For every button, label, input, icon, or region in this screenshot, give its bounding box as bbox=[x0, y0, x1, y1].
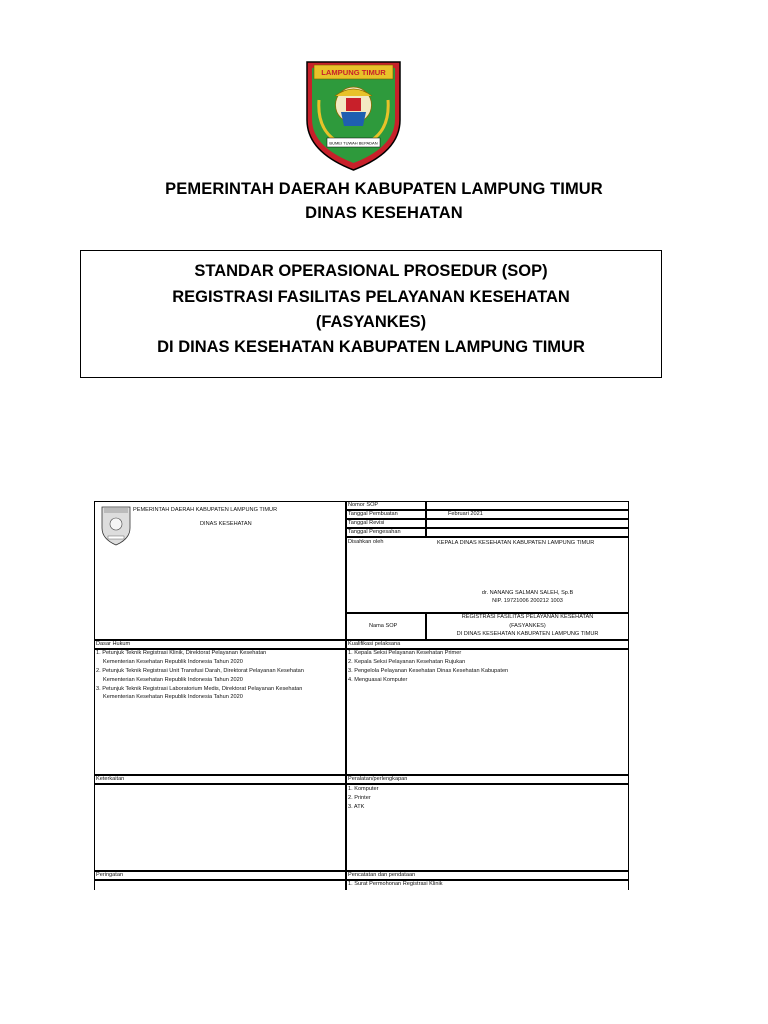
tgl-pembuatan-value: Februari 2021 bbox=[448, 511, 483, 517]
sop-title-line-2: REGISTRASI FASILITAS PELAYANAN KESEHATAN bbox=[172, 288, 570, 306]
lampung-timur-emblem bbox=[305, 60, 402, 172]
dasar-hukum-item: 2. Petunjuk Teknik Registrasi Unit Transfusi Darah, Direktorat Pelayanan Kesehatan bbox=[96, 668, 304, 674]
form-mini-logo bbox=[101, 506, 131, 551]
nama-sop-label: Nama SOP bbox=[369, 623, 398, 629]
nama-sop-line-1: REGISTRASI FASILITAS PELAYANAN KESEHATAN bbox=[461, 614, 594, 620]
keterkaitan-label: Keterkaitan bbox=[96, 776, 125, 782]
peralatan-body bbox=[346, 784, 629, 871]
signer-nip: NIP. 19721006 200212 1003 bbox=[492, 598, 563, 604]
dasar-hukum-item: Kementerian Kesehatan Republik Indonesia Tahun 2020 bbox=[103, 659, 243, 665]
kualifikasi-item: 1. Kepala Seksi Pelayanan Kesehatan Primer bbox=[348, 650, 462, 656]
nomor-sop-label: Nomor SOP bbox=[348, 502, 379, 508]
sop-title-box bbox=[80, 250, 662, 378]
header-department: DINAS KESEHATAN bbox=[305, 204, 463, 222]
kualifikasi-item: 4. Menguasai Komputer bbox=[348, 677, 408, 683]
pencatatan-item: 1. Surat Permohonan Registrasi Klinik bbox=[348, 881, 443, 887]
sop-title-line-1: STANDAR OPERASIONAL PROSEDUR (SOP) bbox=[194, 262, 548, 280]
peralatan-label: Peralatan/perlengkapan bbox=[348, 776, 408, 782]
keterkaitan-body bbox=[94, 784, 346, 871]
kualifikasi-label: Kualifikasi pelaksana bbox=[348, 641, 401, 647]
emblem-banner-text: LAMPUNG TIMUR bbox=[321, 68, 386, 77]
kualifikasi-item: 3. Pengelola Pelayanan Kesehatan Dinas Kesehatan Kabupaten bbox=[348, 668, 509, 674]
pencatatan-label: Pencatatan dan pendataan bbox=[348, 872, 416, 878]
peralatan-item: 3. ATK bbox=[348, 804, 365, 810]
tgl-revisi-label: Tanggal Revisi bbox=[348, 520, 385, 526]
peringatan-label: Peringatan bbox=[96, 872, 124, 878]
emblem-motto-text: BUMEI TUWAH BEPADAN bbox=[329, 140, 378, 146]
signer-name: dr. NANANG SALMAN SALEH, Sp.B bbox=[481, 590, 574, 596]
sop-title-line-3: (FASYANKES) bbox=[315, 313, 427, 331]
form-org-line-2: DINAS KESEHATAN bbox=[200, 521, 252, 527]
peralatan-item: 1. Komputer bbox=[348, 786, 379, 792]
sop-title-line-4: DI DINAS KESEHATAN KABUPATEN LAMPUNG TIMUR bbox=[157, 338, 585, 356]
nama-sop-line-2: (FASYANKES) bbox=[509, 623, 546, 629]
peralatan-item: 2. Printer bbox=[348, 795, 371, 801]
dasar-hukum-label: Dasar Hukum bbox=[96, 641, 131, 647]
dasar-hukum-item: 3. Petunjuk Teknik Registrasi Laboratorium Medis, Direktorat Pelayanan Kesehatan bbox=[96, 686, 303, 692]
header-government: PEMERINTAH DAERAH KABUPATEN LAMPUNG TIMUR bbox=[165, 180, 603, 198]
kualifikasi-item: 2. Kepala Seksi Pelayanan Kesehatan Rujukan bbox=[348, 659, 466, 665]
disahkan-label: Disahkan oleh bbox=[348, 539, 384, 545]
tgl-pengesahan-label: Tanggal Pengesahan bbox=[348, 529, 401, 535]
form-org-line-1: PEMERINTAH DAERAH KABUPATEN LAMPUNG TIMUR bbox=[133, 507, 278, 513]
disahkan-value: KEPALA DINAS KESEHATAN KABUPATEN LAMPUNG TIMUR bbox=[437, 540, 595, 546]
dasar-hukum-item: Kementerian Kesehatan Republik Indonesia Tahun 2020 bbox=[103, 677, 243, 683]
dasar-hukum-item: Kementerian Kesehatan Republik Indonesia Tahun 2020 bbox=[103, 694, 243, 700]
tgl-pembuatan-label: Tanggal Pembuatan bbox=[348, 511, 398, 517]
nama-sop-line-3: DI DINAS KESEHATAN KABUPATEN LAMPUNG TIMUR bbox=[456, 631, 599, 637]
dasar-hukum-item: 1. Petunjuk Teknik Registrasi Klinik, Direktorat Pelayanan Kesehatan bbox=[96, 650, 267, 656]
